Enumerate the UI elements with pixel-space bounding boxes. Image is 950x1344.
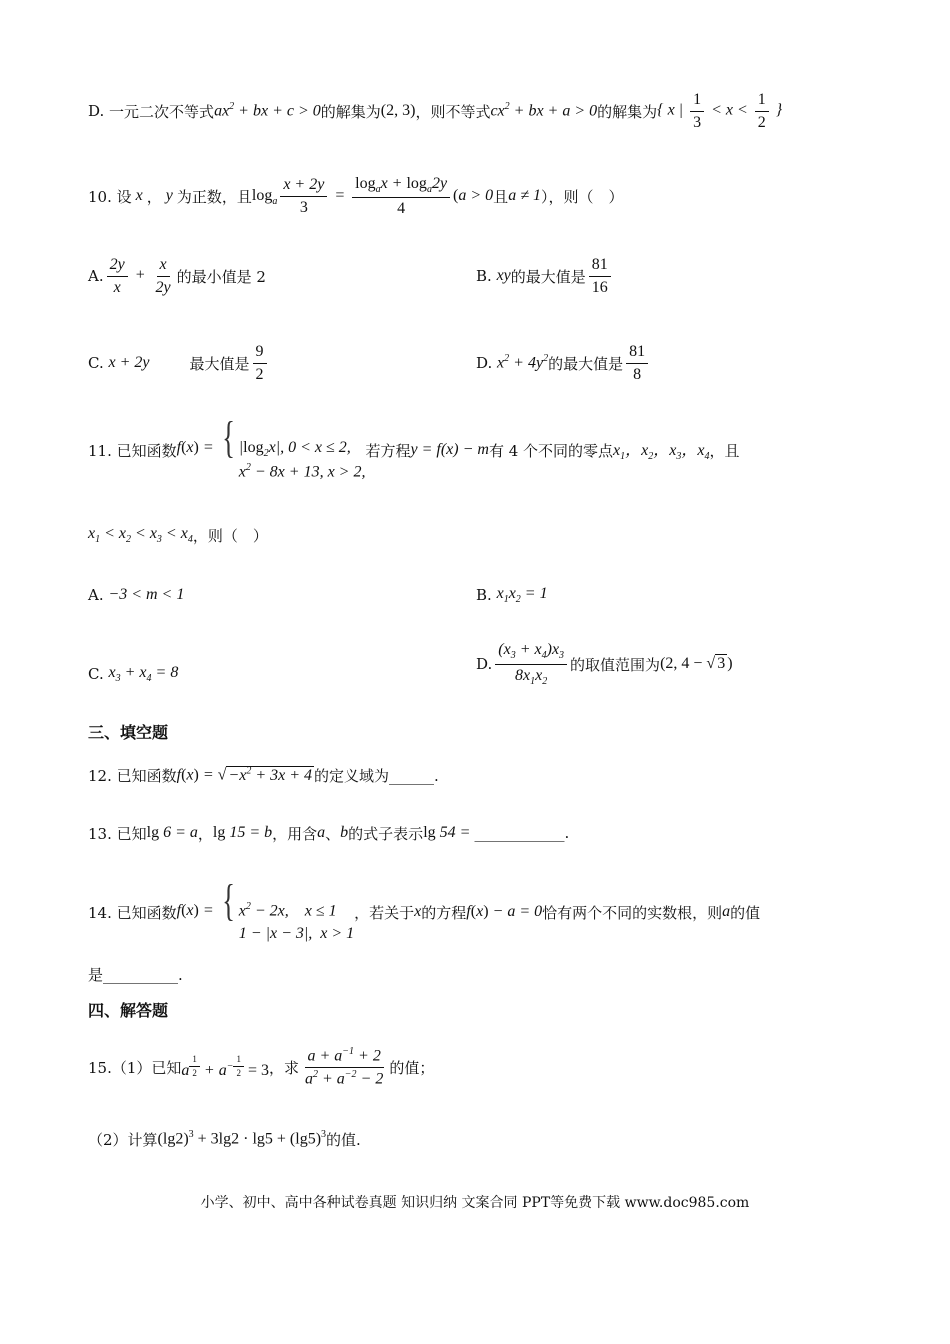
q14-answer-blank[interactable]: 是__________.: [88, 965, 183, 984]
q14-line2: [88, 960, 890, 988]
q11-option-c: C. $x_3 + x_4 = 8$: [88, 663, 179, 685]
q14-piecewise-function: f(x) = { $x^2 - 2x$, x ≤ 1 1 − |x − 3|, x > 1: [176, 876, 355, 942]
q9d-inequality-1: $ax^2$ + bx + c > 0: [214, 101, 321, 120]
q9d-label: D.: [88, 102, 105, 120]
q15-part1: 15.（1）已知 a $^{\frac{1}{2}}$ + $a^{- \frac{1}{2}}$ = 3 ，求 $\frac{a + a^{-1} + 2}{a^2 + a^{-2} - 2}$ 的值；: [88, 1045, 435, 1087]
q11-piecewise-function: f(x) = { $|\log_2x|$, 0 < x ≤ 2, $x^2 - 8x + 13$, x > 2,: [176, 413, 366, 481]
q13: 13. 已知 lg 6 = a ， lg 15 = b ，用含 a 、 b 的式子表示 lg 54 = ____________.: [88, 824, 570, 843]
q10-option-d: D. $x^2 + 4y^2$ 的最大值是 $\frac{81}{8}$: [476, 332, 910, 394]
q13-answer-blank[interactable]: ____________.: [474, 824, 570, 842]
q11-stem-line2: $x_1 < x_2 < x_3 < x_4$ ，则（ ）: [88, 524, 268, 546]
q10-option-a: A. $\frac{2y}{x}$ + $\frac{x}{2y}$ 的最小值是 2: [88, 256, 266, 296]
q9d-inequality-2: $cx^2$ + bx + a > 0: [490, 101, 598, 120]
q11-stem: 11. 已知函数 f(x) = { $|\log_2x|$, 0 < x ≤ 2, $x^2 - 8x + 13$, x > 2, 若方程 y = f(x) − m 有 4 个不同的零点 $x_1$，$x_2$，$x_3$，$x_4$ ，且: [88, 420, 910, 480]
q11-option-d: D. $\frac{(x_3 + x_4)x_3}{8x_1x_2}$ 的取值范围为 (2, 4 − √ 3 ): [476, 641, 733, 687]
q10-option-b: B. xy 的最大值是 $\frac{81}{16}$: [476, 246, 910, 306]
q9-option-d: D. 一元二次不等式 $ax^2$ + bx + c > 0 的解集为 (2, 3) ，则不等式 $cx^2$ + bx + a > 0 的解集为 { x | $\frac{1}{3}$ < x < $\frac{1}{2}$ }: [88, 91, 783, 131]
q10-equation: $\log_a$ $\frac{x + 2y}{3}$ = $\frac{\log_ax + \log_a2y}{4}$ (a > 0: [251, 174, 494, 217]
q15-part2: （2）计算 $(\lg 2)^3 + 3\lg 2 \cdot \lg 5 + (\lg 5)^3$ 的值.: [88, 1129, 361, 1149]
section-solution-heading: 四、解答题: [88, 1001, 169, 1020]
page-footer: 小学、初中、高中各种试卷真题 知识归纳 文案合同 PPT等免费下载 www.doc985.com: [200, 1195, 750, 1211]
q10-option-c: C. x + 2y 最大值是 $\frac{9}{2}$: [88, 332, 470, 394]
section-fill-in-heading: 三、填空题: [88, 723, 169, 742]
q12: 12. 已知函数 f(x) = √ $-x^2 + 3x + 4$ 的定义域为______.: [88, 765, 439, 785]
q9d-solution-set: { x | $\frac{1}{3}$ < x < $\frac{1}{2}$ }: [657, 91, 783, 131]
q11-option-b: B. $x_1x_2 = 1$: [476, 584, 548, 606]
q10-stem: 10. 设 x ， y 为正数，且 $\log_a$ $\frac{x + 2y}{3}$ = $\frac{\log_ax + \log_a2y}{4}$ (a > 0 且 a ≠ 1 ），则（ ）: [88, 174, 624, 217]
q11-option-a: A. −3 < m < 1: [88, 586, 185, 604]
q14: 14. 已知函数 f(x) = { $x^2 - 2x$, x ≤ 1 1 − |x − 3|, x > 1 ，若关于 x 的方程 f(x) − a = 0 恰有两个不同的实数根，则 a 的值: [88, 884, 910, 940]
q9d-interval: (2, 3): [380, 102, 416, 119]
